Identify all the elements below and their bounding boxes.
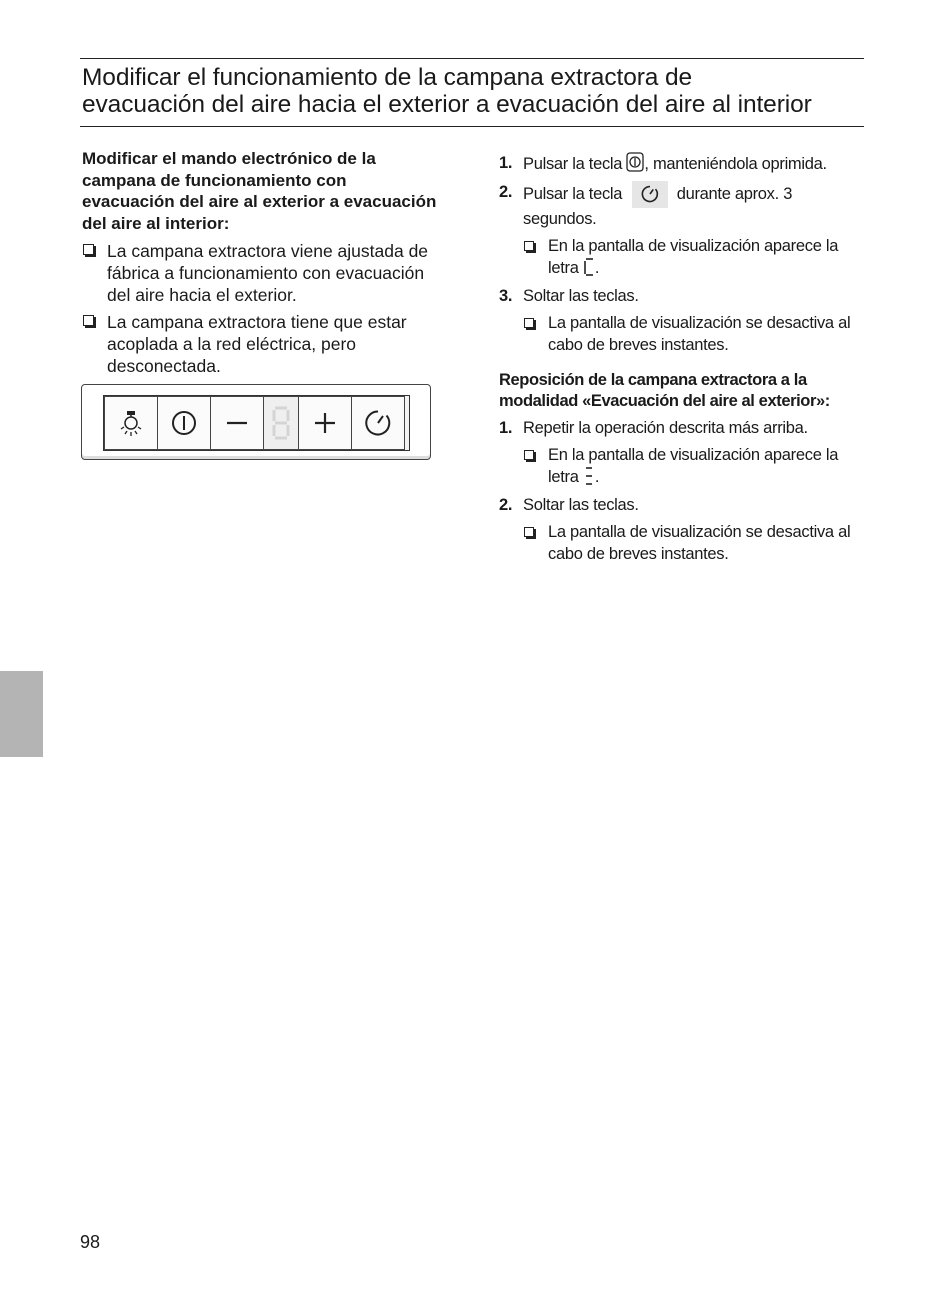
checkbox-bullet-icon <box>524 318 534 328</box>
letter-segment-icon <box>583 466 595 486</box>
title-line-2: evacuación del aire hacia el exterior a evacuación del aire al interior <box>82 91 812 118</box>
segment-digit-icon <box>269 403 293 443</box>
timer-icon <box>358 403 398 443</box>
title-line-1: Modificar el funcionamiento de la campana extractora de <box>82 64 693 91</box>
section-heading: Modificar el mando electrónico de la campana de funcionamiento con evacuación del aire al exterior a evacuación del aire al interior: <box>82 149 437 233</box>
list-item <box>82 240 442 306</box>
page-number: 98 <box>80 1232 101 1252</box>
side-tab <box>0 671 43 757</box>
timer-icon <box>637 181 663 207</box>
letter-c-segment-icon <box>583 257 595 277</box>
step-number: 1. <box>499 419 513 437</box>
step-text: Repetir la operación descrita más arriba. <box>523 419 808 437</box>
bullet-text: La campana extractora tiene que estar acoplada a la red eléctrica, pero desconectada. <box>107 312 407 376</box>
note-text: En la pantalla de visualización aparece la letra <box>548 446 839 486</box>
timer-key <box>351 396 405 450</box>
step-2-note <box>499 235 869 279</box>
step-text: Soltar las teclas. <box>523 496 639 514</box>
step-1 <box>499 152 869 175</box>
step-text: Soltar las teclas. <box>523 287 639 305</box>
checkbox-bullet-icon <box>524 450 534 460</box>
step-text: Pulsar la tecla <box>523 155 627 173</box>
step-2 <box>499 181 869 230</box>
step-3 <box>499 285 869 307</box>
control-panel-keys <box>103 395 410 451</box>
plus-key <box>298 396 352 450</box>
list-item <box>82 311 442 377</box>
note-text: La pantalla de visualización se desactiva al cabo de breves instantes. <box>548 523 851 563</box>
step-number: 2. <box>499 496 513 514</box>
step-number: 3. <box>499 287 513 305</box>
reset-heading: Reposición de la campana extractora a la modalidad «Evacuación del aire al exterior»: <box>499 371 830 410</box>
reset-step-2 <box>499 494 869 516</box>
reset-step-2-note <box>499 521 869 565</box>
minus-key <box>210 396 264 450</box>
plus-icon <box>305 403 345 443</box>
control-panel-illustration <box>81 384 431 460</box>
step-text-end: , manteniéndola oprimida. <box>644 155 827 173</box>
bullet-list <box>82 240 442 377</box>
power-key-icon <box>626 152 644 172</box>
power-icon <box>164 403 204 443</box>
checkbox-bullet-icon <box>524 241 534 251</box>
step-text-end: durante aprox. 3 segundos. <box>523 185 793 228</box>
bullet-text: La campana extractora viene ajustada de fábrica a funcionamiento con evacuación del aire hacia el exterior. <box>107 241 429 305</box>
segment-display <box>263 396 299 450</box>
right-column <box>499 152 869 565</box>
power-key <box>157 396 211 450</box>
step-3-note <box>499 312 869 356</box>
light-key <box>104 396 158 450</box>
step-number: 2. <box>499 183 513 201</box>
note-text: La pantalla de visualización se desactiva al cabo de breves instantes. <box>548 314 851 354</box>
reset-step-1-note <box>499 444 869 488</box>
timer-key-image <box>632 181 668 208</box>
step-text: Pulsar la tecla <box>523 185 627 203</box>
left-column <box>82 148 442 382</box>
checkbox-bullet-icon <box>83 315 94 326</box>
checkbox-bullet-icon <box>524 527 534 537</box>
top-rule <box>80 58 864 59</box>
note-text: En la pantalla de visualización aparece la letra <box>548 237 839 277</box>
checkbox-bullet-icon <box>83 244 94 255</box>
page-title <box>82 64 872 118</box>
reset-step-1 <box>499 417 869 439</box>
step-number: 1. <box>499 154 513 172</box>
title-rule <box>80 126 864 127</box>
note-text-end: . <box>594 259 600 277</box>
note-text-end: . <box>594 468 600 486</box>
light-icon <box>111 403 151 443</box>
minus-icon <box>217 403 257 443</box>
